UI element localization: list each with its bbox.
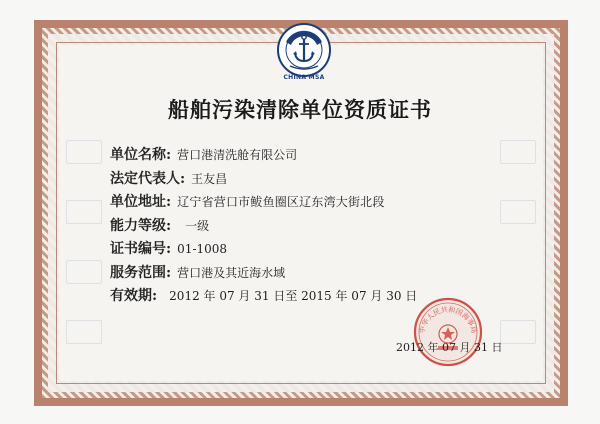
emblem-label: CHINA MSA — [283, 74, 325, 81]
field-value: 一级 — [185, 219, 210, 233]
watermark-tile — [66, 140, 102, 164]
field-label: 单位名称: — [110, 147, 172, 163]
issue-date: 2012 年 07 月 31 日 — [396, 341, 503, 354]
watermark-tile — [500, 320, 536, 344]
field-value: 辽宁省营口市鲅鱼圈区辽东湾大街北段 — [177, 195, 385, 209]
field-label: 服务范围: — [110, 265, 172, 281]
watermark-tile — [500, 140, 536, 164]
watermark-tile — [66, 200, 102, 224]
field-row-unit-name — [110, 143, 297, 165]
field-row-service-scope — [110, 261, 285, 283]
field-label: 有效期: — [110, 288, 158, 304]
svg-text:中华人民共和国海事局: 中华人民共和国海事局 — [418, 305, 478, 335]
field-label: 单位地址: — [110, 194, 172, 210]
field-value: 营口港及其近海水域 — [177, 266, 286, 280]
field-value: 2012 年 07 月 31 日至 2015 年 07 月 30 日 — [169, 289, 418, 303]
china-msa-emblem-icon — [276, 22, 332, 78]
field-row-validity — [110, 284, 417, 306]
watermark-tile — [66, 260, 102, 284]
field-row-certificate-number — [110, 237, 227, 259]
field-label: 法定代表人: — [110, 171, 186, 187]
field-value: 01-1008 — [177, 242, 228, 256]
official-seal-stamp — [412, 296, 484, 368]
watermark-tile — [66, 320, 102, 344]
certificate-title: 船舶污染清除单位资质证书 — [168, 97, 432, 122]
field-row-address — [110, 190, 385, 212]
field-row-capability-level — [110, 214, 209, 236]
watermark-tile — [500, 200, 536, 224]
field-label: 证书编号: — [110, 241, 172, 257]
field-value: 营口港清洗舱有限公司 — [177, 148, 298, 162]
field-label: 能力等级: — [110, 218, 172, 234]
field-value: 王友昌 — [191, 172, 228, 186]
field-row-legal-representative — [110, 167, 227, 189]
